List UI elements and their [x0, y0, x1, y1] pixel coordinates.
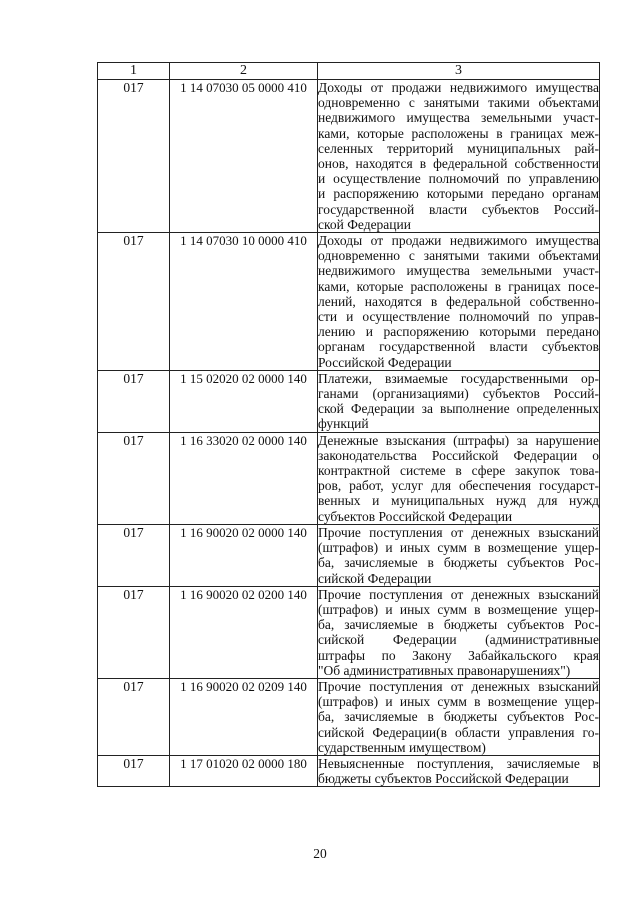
description-line: ками, которые расположены в границах посе- — [318, 278, 599, 294]
description-line: бюджеты субъектов Российской Федерации — [318, 771, 569, 787]
description-line: Денежные взыскания (штрафы) за нарушение — [318, 432, 599, 448]
description-line: ской Федерации за выполнение определенных — [318, 401, 599, 417]
description-line: сийской Федерации (административные — [318, 632, 599, 648]
description-cell — [318, 233, 600, 371]
description-line: ской Федерации — [318, 216, 411, 232]
description-line: ба, зачисляемые в бюджеты субъектов Рос- — [318, 555, 599, 571]
description-line: ганами (организациями) субъектов Россий- — [318, 386, 599, 402]
admin-code-cell: 017 — [98, 370, 170, 432]
description-line: законодательства Российской Федерации о — [318, 447, 599, 463]
revenue-codes-table — [97, 62, 600, 787]
description-cell — [318, 80, 600, 233]
table-row — [98, 233, 600, 371]
description-line: контрактной системе в сфере закупок това- — [318, 463, 599, 479]
table-row — [98, 755, 600, 786]
admin-code-cell: 017 — [98, 432, 170, 524]
description-line: и осуществление полномочий по управлению — [318, 171, 599, 187]
admin-code-cell: 017 — [98, 233, 170, 371]
table-row — [98, 678, 600, 755]
admin-code-cell: 017 — [98, 755, 170, 786]
table-row — [98, 524, 600, 586]
description-line: недвижимого имущества земельными участ- — [318, 263, 599, 279]
description-line: недвижимого имущества земельными участ- — [318, 110, 599, 126]
header-col-3: 3 — [318, 63, 600, 80]
description-line: одновременно с занятыми такими объектами — [318, 95, 599, 111]
description-line: Платежи, взимаемые государственными ор- — [318, 370, 599, 386]
description-line: Прочие поступления от денежных взысканий — [318, 678, 599, 694]
description-line: "Об административных правонарушениях") — [318, 662, 571, 678]
description-cell — [318, 678, 600, 755]
description-cell — [318, 586, 600, 678]
revenue-code-cell: 1 17 01020 02 0000 180 — [170, 755, 318, 786]
table-row — [98, 370, 600, 432]
description-line: ба, зачисляемые в бюджеты субъектов Рос- — [318, 709, 599, 725]
description-line: и распоряжению которыми передано органам — [318, 186, 599, 202]
description-line: венных и муниципальных нужд для нужд — [318, 493, 599, 509]
table-row — [98, 586, 600, 678]
description-line: (штрафов) и иных сумм в возмещение ущер- — [318, 601, 599, 617]
admin-code-cell: 017 — [98, 678, 170, 755]
description-line: селенных территорий муниципальных рай- — [318, 140, 599, 156]
description-line: Доходы от продажи недвижимого имущества — [318, 80, 599, 95]
description-line: лений, находятся в федеральной собственно- — [318, 293, 599, 309]
header-col-1: 1 — [98, 63, 170, 80]
description-line: ба, зачисляемые в бюджеты субъектов Рос- — [318, 617, 599, 633]
description-line: функций — [318, 416, 369, 432]
revenue-code-cell: 1 15 02020 02 0000 140 — [170, 370, 318, 432]
description-line: штрафы по Закону Забайкальского края — [318, 647, 599, 663]
description-line: сти и осуществление полномочий по управ- — [318, 309, 599, 325]
revenue-code-cell: 1 16 90020 02 0000 140 — [170, 524, 318, 586]
description-line: государственной власти субъектов Россий- — [318, 201, 599, 217]
admin-code-cell: 017 — [98, 586, 170, 678]
description-line: субъектов Российской Федерации — [318, 508, 513, 524]
description-line: Прочие поступления от денежных взысканий — [318, 524, 599, 540]
description-line: (штрафов) и иных сумм в возмещение ущер- — [318, 540, 599, 556]
revenue-code-cell: 1 14 07030 10 0000 410 — [170, 233, 318, 371]
description-line: ров, работ, услуг для обеспечения государст- — [318, 478, 599, 494]
revenue-code-cell: 1 14 07030 05 0000 410 — [170, 80, 318, 233]
admin-code-cell: 017 — [98, 524, 170, 586]
table-row — [98, 432, 600, 524]
description-line: одновременно с занятыми такими объектами — [318, 248, 599, 264]
description-line: сийской Федерации — [318, 570, 432, 586]
description-cell — [318, 755, 600, 786]
description-line: ками, которые расположены в границах меж- — [318, 125, 599, 141]
description-line: (штрафов) и иных сумм в возмещение ущер- — [318, 694, 599, 710]
description-line: Российской Федерации — [318, 354, 452, 370]
admin-code-cell: 017 — [98, 80, 170, 233]
description-line: Прочие поступления от денежных взысканий — [318, 586, 599, 602]
revenue-code-cell: 1 16 90020 02 0200 140 — [170, 586, 318, 678]
description-cell — [318, 524, 600, 586]
description-line: лению и распоряжению которыми передано — [318, 324, 599, 340]
revenue-code-cell: 1 16 90020 02 0209 140 — [170, 678, 318, 755]
revenue-code-cell: 1 16 33020 02 0000 140 — [170, 432, 318, 524]
header-row — [98, 63, 600, 80]
page-number: 20 — [313, 846, 327, 861]
description-line: Невыясненные поступления, зачисляемые в — [318, 755, 599, 771]
description-cell — [318, 370, 600, 432]
description-line: сийской Федерации(в области управления го- — [318, 724, 599, 740]
description-line: онов, находятся в федеральной собственности — [318, 156, 599, 172]
table-row — [98, 80, 600, 233]
description-cell — [318, 432, 600, 524]
header-col-2: 2 — [170, 63, 318, 80]
description-line: органам государственной власти субъектов — [318, 339, 599, 355]
description-line: Доходы от продажи недвижимого имущества — [318, 233, 599, 249]
description-line: сударственным имуществом) — [318, 739, 486, 755]
